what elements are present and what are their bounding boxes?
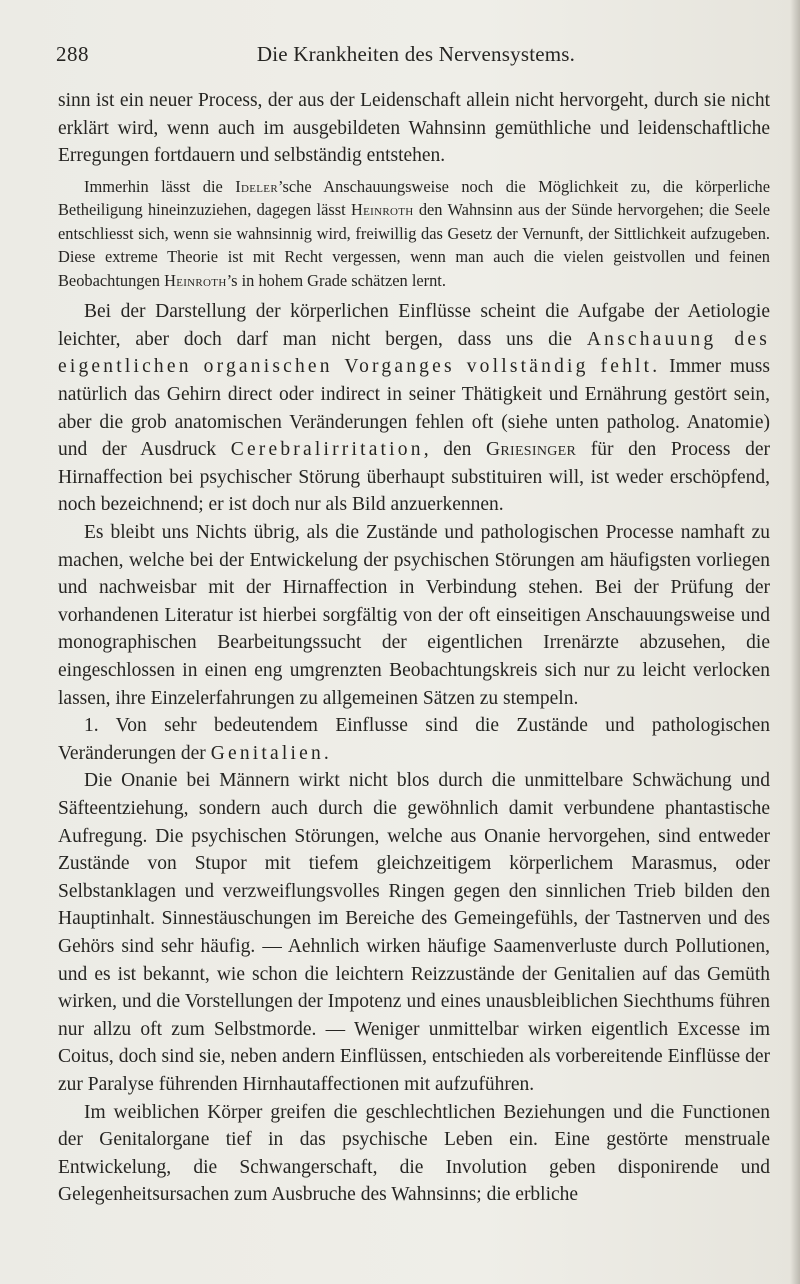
p2-emphasis-2: Cerebralirritation	[230, 439, 424, 461]
paragraph-6: Im weiblichen Körper greifen die geschlechtlichen Beziehungen und die Functionen der Genitalorgane tief in das psychische Leben ein. Eine gestörte menstruale Entwickelung, die Schwangerschaft, die Involution geben disponirende und Gelegenheitsursachen zum Ausbruche des Wahnsinns; die erbliche	[58, 1101, 770, 1206]
footnote-paragraph	[58, 175, 770, 293]
page-header	[56, 42, 764, 76]
paragraph-5: Die Onanie bei Männern wirkt nicht blos durch die unmittelbare Schwächung und Säfteentziehung, sondern auch durch die gewöhnlich damit verbundene phantastische Aufregung. Die psychischen Störungen, welche aus Onanie hervorgehen, sind entweder Zustände von Stupor mit tiefem gleichzeitigem körperlichem Marasmus, oder Selbstanklagen und verzweiflungsvolles Ringen gegen den sinnlichen Trieb bilden den Hauptinhalt. Sinnestäuschungen im Bereiche des Gemeingefühls, der Tastnerven und des Gehörs sind sehr häufig. — Aehnlich wirken häufige Saamenverluste durch Pollutionen, und es ist bekannt, wie schon die leichtern Reizzustände der Genitalien auf das Gemüth wirken, und die Vorstellungen der Impotenz und eines unausbleiblichen Siechthums führen nur allzu oft zum Selbstmorde. — Weniger unmittelbar wirken eigentlich Excesse im Coitus, doch sind sie, neben andern Einflüssen, entschieden als vorbereitende Einflüsse der zur Paralyse führenden Hirnhautaffectionen mit aufzuführen.	[58, 770, 770, 1095]
author-heinroth: Heinroth	[351, 200, 414, 220]
paragraph-4	[58, 712, 770, 767]
p2-text-a: Bei der Darstellung der körperlichen Einflüsse scheint die Aufgabe der Aetiologie leichter, aber doch darf man nicht bergen, dass uns die	[58, 301, 770, 350]
paragraph-3: Es bleibt uns Nichts übrig, als die Zustände und pathologischen Processe namhaft zu machen, welche bei der Entwickelung der psychischen Störungen am häufigsten vorliegen und nachweisbar mit der Hirnaffection in Verbindung stehen. Bei der Prüfung der vorhandenen Literatur ist hierbei sorgfältig von der oft einseitigen Anschauungsweise und monographischen Bearbeitungssucht der eigentlichen Irrenärzte abzusehen, die eingeschlossen in einen eng umgrenzten Beobachtungskreis sich nur zu leicht verlocken lassen, ihre Einzelerfahrungen zu allgemeinen Sätzen zu stempeln.	[58, 522, 770, 709]
author-heinroth-2: Heinroth	[164, 270, 227, 290]
author-ideler: Ideler	[235, 176, 278, 196]
p2-emphasis: Anschauung des eigentlichen organischen Vorganges vollständig fehlt.	[58, 328, 770, 378]
page-number: 288	[56, 42, 89, 66]
p4-text-a: 1. Von sehr bedeutendem Einflusse sind die Zustände und pathologischen Veränderungen der	[58, 715, 770, 764]
p4-text-b: .	[323, 742, 329, 764]
p2-text-b: Immer muss natürlich das Gehirn direct oder indirect in seiner Thätigkeit und Ernährung gestört sein, aber die grob anatomischen Veränderungen fehlen oft (siehe unten patholog. Anatomie) und der Ausdruck	[58, 356, 770, 461]
note-text-d: ’s in hohem Grade schätzen lernt.	[226, 270, 446, 290]
p2-text-c: , den	[423, 439, 486, 461]
running-head: Die Krankheiten des Nervensystems.	[256, 42, 576, 66]
p4-emphasis: Genitalien	[210, 742, 324, 764]
body-text	[58, 87, 770, 1209]
note-text-c: den Wahnsinn aus der Sünde hervorgehen; die Seele entschliesst sich, wenn sie wahnsinnig wird, freiwillig das Gesetz der Vernunft, der Sittlichkeit aufzugeben. Diese extreme Theorie ist mit Recht vergessen, wenn man auch die vielen geistvollen und feinen Beobachtungen	[58, 200, 770, 290]
p2-text-d: für den Process der Hirnaffection bei psychischer Störung überhaupt substituiren will, ist weder erschöpfend, noch bezeichnend; er ist doch nur als Bild anzuerkennen.	[58, 439, 770, 516]
note-text-b: ’sche Anschauungsweise noch die Möglichkeit zu, die körperliche Betheiligung hineinzuziehen, dagegen lässt	[58, 176, 770, 220]
paragraph-1: sinn ist ein neuer Process, der aus der Leidenschaft allein nicht hervorgeht, durch sie nicht erklärt wird, wenn auch im ausgebildeten Wahnsinn gemüthliche und leidenschaftliche Erregungen fortdauern und selbständig entstehen.	[58, 90, 770, 167]
page-edge-shadow	[790, 0, 800, 1284]
paragraph-2	[58, 298, 770, 519]
note-text-a: Immerhin lässt die	[84, 176, 236, 196]
author-griesinger: Griesinger	[485, 439, 577, 461]
